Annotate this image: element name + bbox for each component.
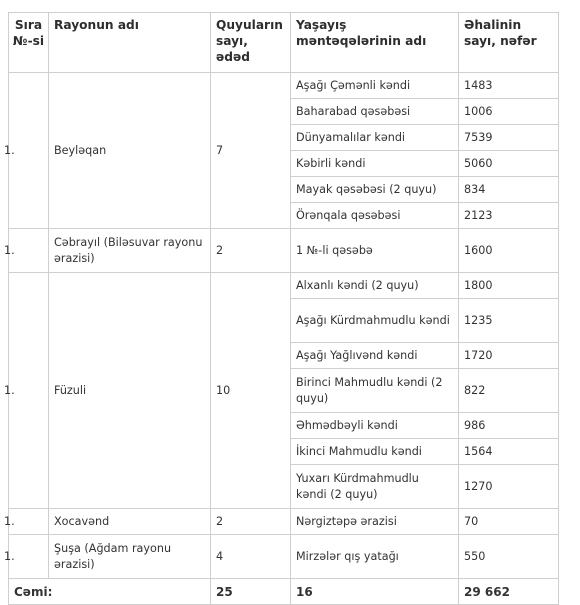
population: 822 [459,369,559,413]
header-number: Sıra №-si [9,13,49,73]
well-count: 10 [211,273,291,509]
population: 1483 [459,73,559,99]
population: 986 [459,413,559,439]
row-number: 1. [9,273,49,509]
population: 1800 [459,273,559,299]
row-number: 1. [9,73,49,229]
table-row [9,229,559,273]
settlement-name: Örənqala qəsəbəsi [291,203,459,229]
well-count: 7 [211,73,291,229]
well-count: 4 [211,535,291,579]
settlement-name: Baharabad qəsəbəsi [291,99,459,125]
table-row [9,535,559,579]
total-settlements: 16 [291,579,459,605]
header-well-count: Quyuların sayı, ədəd [211,13,291,73]
settlement-name: Nərgiztəpə ərazisi [291,509,459,535]
district-name: Füzuli [49,273,211,509]
district-name: Beyləqan [49,73,211,229]
settlement-name: Aşağı Kürdmahmudlu kəndi [291,299,459,343]
settlement-name: Mirzələr qış yatağı [291,535,459,579]
settlement-name: İkinci Mahmudlu kəndi [291,439,459,465]
settlement-name: Dünyamalılar kəndi [291,125,459,151]
district-name: Xocavənd [49,509,211,535]
settlement-name: Kəbirli kəndi [291,151,459,177]
population: 1720 [459,343,559,369]
settlement-name: Mayak qəsəbəsi (2 quyu) [291,177,459,203]
header-settlement: Yaşayış məntəqələrinin adı [291,13,459,73]
population: 5060 [459,151,559,177]
total-row [9,579,559,605]
settlement-name: Alxanlı kəndi (2 quyu) [291,273,459,299]
row-number: 1. [9,229,49,273]
population: 1006 [459,99,559,125]
population: 70 [459,509,559,535]
well-count: 2 [211,229,291,273]
settlement-name: Birinci Mahmudlu kəndi (2 quyu) [291,369,459,413]
settlement-name: Aşağı Yağlıvənd kəndi [291,343,459,369]
row-number: 1. [9,535,49,579]
settlement-name: Yuxarı Kürdmahmudlu kəndi (2 quyu) [291,465,459,509]
population: 1600 [459,229,559,273]
wells-table [4,12,559,605]
district-name: Cəbrayıl (Biləsuvar rayonu ərazisi) [49,229,211,273]
header-population: Əhalinin sayı, nəfər [459,13,559,73]
population: 2123 [459,203,559,229]
total-label: Cəmi: [9,579,211,605]
population: 1270 [459,465,559,509]
total-well-count: 25 [211,579,291,605]
settlement-name: Əhmədbəyli kəndi [291,413,459,439]
table-row [9,273,559,299]
total-population: 29 662 [459,579,559,605]
population: 550 [459,535,559,579]
population: 834 [459,177,559,203]
header-row [9,13,559,73]
well-count: 2 [211,509,291,535]
district-name: Şuşa (Ağdam rayonu ərazisi) [49,535,211,579]
table-row [9,73,559,99]
row-number: 1. [9,509,49,535]
header-district: Rayonun adı [49,13,211,73]
table-row [9,509,559,535]
population: 7539 [459,125,559,151]
population: 1564 [459,439,559,465]
population: 1235 [459,299,559,343]
settlement-name: 1 №-li qəsəbə [291,229,459,273]
settlement-name: Aşağı Çəmənli kəndi [291,73,459,99]
